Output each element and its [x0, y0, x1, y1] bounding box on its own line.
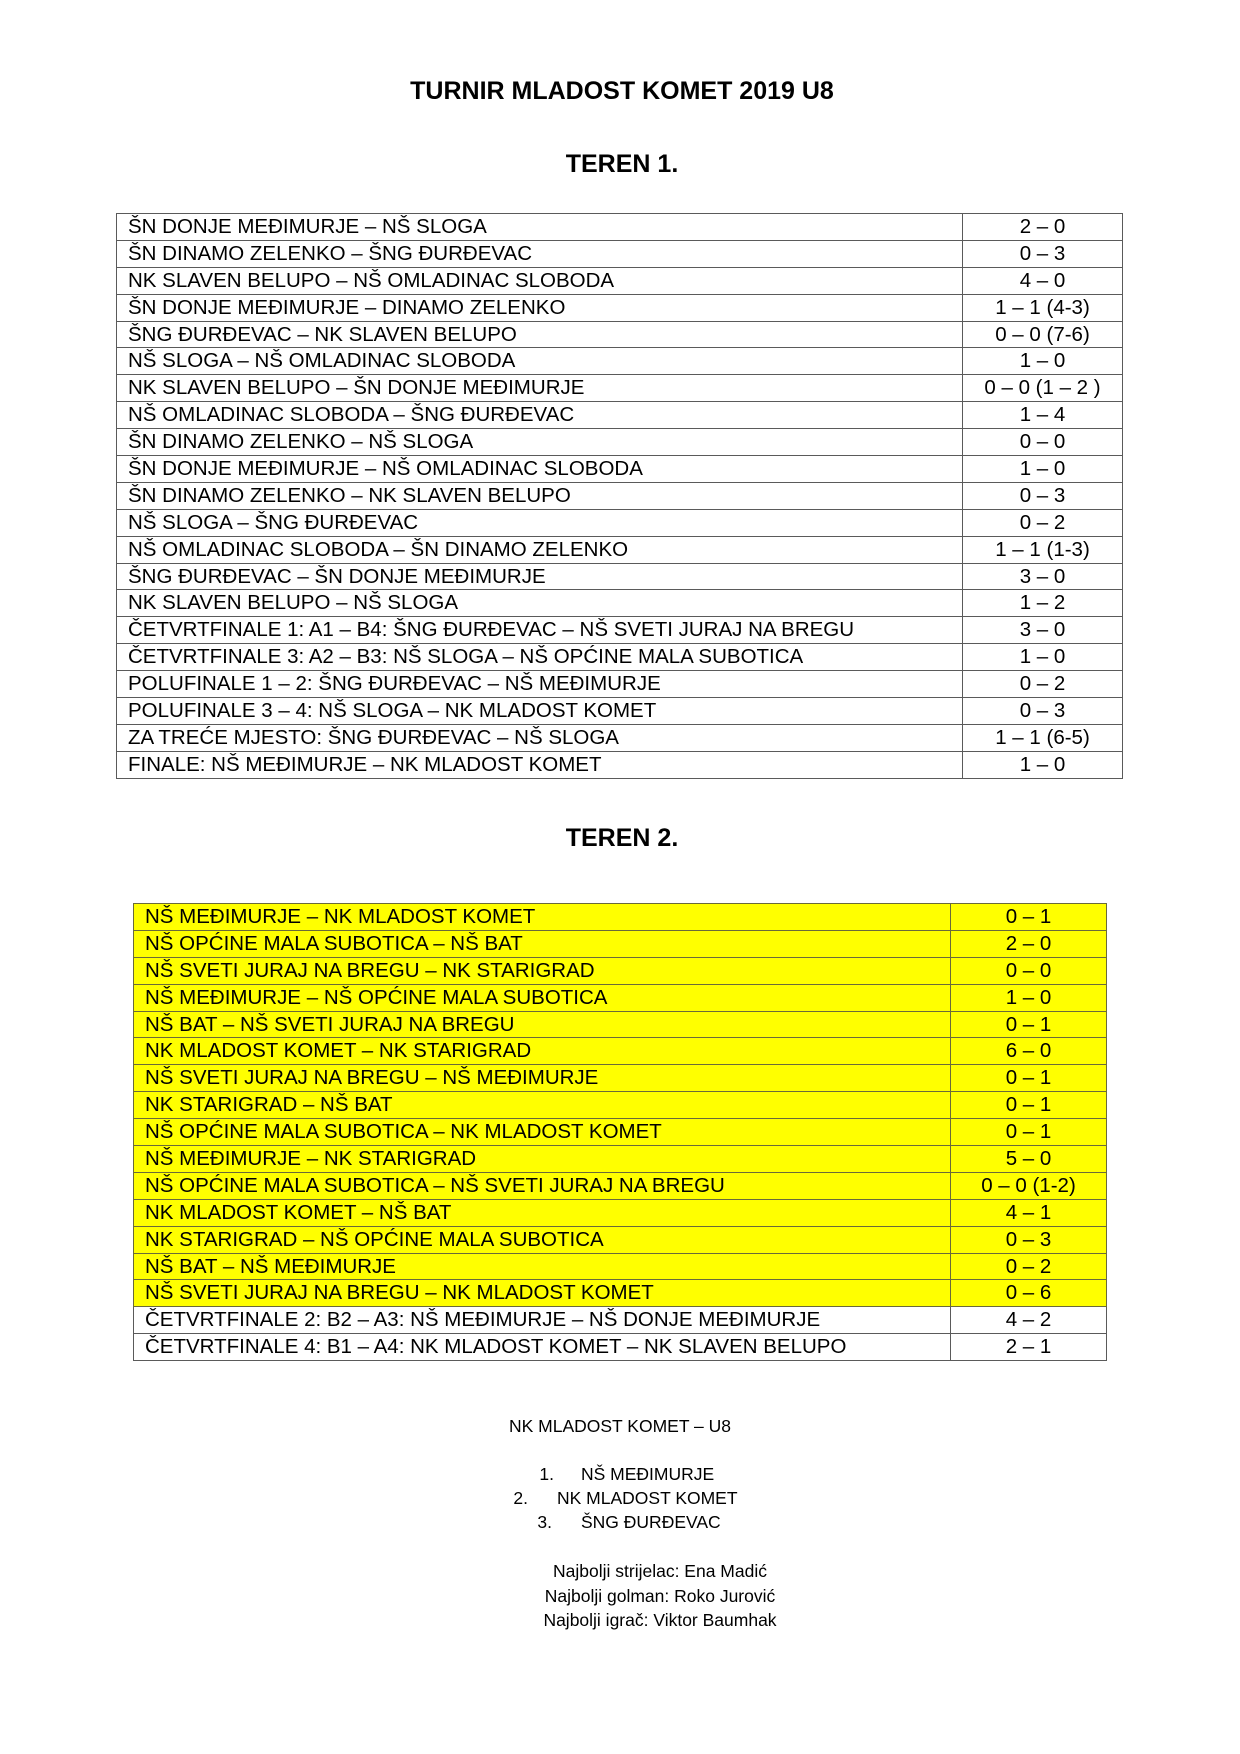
match-teams: ČETVRTFINALE 3: A2 – B3: NŠ SLOGA – NŠ OPĆINE MALA SUBOTICA: [117, 644, 963, 671]
match-score: 2 – 0: [951, 930, 1107, 957]
match-row: [134, 1172, 1107, 1199]
match-teams: ŠN DONJE MEĐIMURJE – NŠ OMLADINAC SLOBODA: [117, 456, 963, 483]
match-score: 2 – 0: [963, 214, 1123, 241]
match-score: 0 – 3: [951, 1226, 1107, 1253]
match-row: [117, 456, 1123, 483]
match-teams: NK SLAVEN BELUPO – NŠ SLOGA: [117, 590, 963, 617]
match-teams: NŠ MEĐIMURJE – NK MLADOST KOMET: [134, 904, 951, 931]
ranking-place: 3.: [537, 1512, 552, 1532]
match-row: [134, 1334, 1107, 1361]
match-score: 4 – 1: [951, 1199, 1107, 1226]
match-row: [117, 751, 1123, 778]
match-teams: ŠNG ĐURĐEVAC – NK SLAVEN BELUPO: [117, 321, 963, 348]
match-score: 0 – 2: [951, 1253, 1107, 1280]
match-teams: ŠN DONJE MEĐIMURJE – DINAMO ZELENKO: [117, 294, 963, 321]
match-row: [117, 509, 1123, 536]
match-teams: NŠ OPĆINE MALA SUBOTICA – NŠ BAT: [134, 930, 951, 957]
match-teams: ZA TREĆE MJESTO: ŠNG ĐURĐEVAC – NŠ SLOGA: [117, 724, 963, 751]
match-score: 0 – 6: [951, 1280, 1107, 1307]
match-score: 0 – 1: [951, 1011, 1107, 1038]
match-teams: NŠ SVETI JURAJ NA BREGU – NK MLADOST KOMET: [134, 1280, 951, 1307]
match-row: [117, 671, 1123, 698]
match-score: 1 – 0: [963, 644, 1123, 671]
match-teams: NŠ OPĆINE MALA SUBOTICA – NK MLADOST KOMET: [134, 1119, 951, 1146]
match-teams: NŠ SVETI JURAJ NA BREGU – NK STARIGRAD: [134, 957, 951, 984]
match-score: 0 – 2: [963, 671, 1123, 698]
match-row: [134, 957, 1107, 984]
match-row: [117, 482, 1123, 509]
match-teams: NŠ OMLADINAC SLOBODA – ŠN DINAMO ZELENKO: [117, 536, 963, 563]
match-row: [134, 1253, 1107, 1280]
match-row: [117, 724, 1123, 751]
match-row: [117, 214, 1123, 241]
match-row: [134, 984, 1107, 1011]
match-score: 1 – 0: [963, 751, 1123, 778]
match-row: [117, 240, 1123, 267]
match-teams: NK MLADOST KOMET – NK STARIGRAD: [134, 1038, 951, 1065]
match-row: [117, 590, 1123, 617]
match-score: 1 – 1 (1-3): [963, 536, 1123, 563]
match-score: 0 – 3: [963, 482, 1123, 509]
ranking-team: ŠNG ĐURĐEVAC: [581, 1512, 721, 1532]
match-teams: NŠ SLOGA – ŠNG ĐURĐEVAC: [117, 509, 963, 536]
match-teams: NŠ MEĐIMURJE – NK STARIGRAD: [134, 1146, 951, 1173]
match-row: [117, 375, 1123, 402]
match-teams: NK STARIGRAD – NŠ BAT: [134, 1092, 951, 1119]
match-teams: ŠN DINAMO ZELENKO – ŠNG ĐURĐEVAC: [117, 240, 963, 267]
match-score: 0 – 0: [951, 957, 1107, 984]
match-score: 0 – 1: [951, 1065, 1107, 1092]
match-teams: NŠ OPĆINE MALA SUBOTICA – NŠ SVETI JURAJ NA BREGU: [134, 1172, 951, 1199]
match-teams: ŠN DINAMO ZELENKO – NK SLAVEN BELUPO: [117, 482, 963, 509]
match-teams: NK SLAVEN BELUPO – ŠN DONJE MEĐIMURJE: [117, 375, 963, 402]
match-teams: NŠ MEĐIMURJE – NŠ OPĆINE MALA SUBOTICA: [134, 984, 951, 1011]
match-score: 0 – 0 (7-6): [963, 321, 1123, 348]
match-score: 3 – 0: [963, 617, 1123, 644]
ranking-team: NŠ MEĐIMURJE: [581, 1464, 715, 1484]
match-teams: ČETVRTFINALE 1: A1 – B4: ŠNG ĐURĐEVAC – NŠ SVETI JURAJ NA BREGU: [117, 617, 963, 644]
award-best-goalkeeper: Najbolji golman: Roko Jurović: [544, 1585, 776, 1606]
match-score: 0 – 1: [951, 1092, 1107, 1119]
match-score: 0 – 0 (1-2): [951, 1172, 1107, 1199]
teren1-title: TEREN 1.: [565, 150, 679, 178]
match-row: [117, 563, 1123, 590]
match-score: 3 – 0: [963, 563, 1123, 590]
match-score: 0 – 1: [951, 1119, 1107, 1146]
match-score: 1 – 1 (6-5): [963, 724, 1123, 751]
match-teams: NŠ BAT – NŠ MEĐIMURJE: [134, 1253, 951, 1280]
match-score: 0 – 0: [963, 429, 1123, 456]
match-row: [117, 644, 1123, 671]
match-score: 2 – 1: [951, 1334, 1107, 1361]
ranking-team: NK MLADOST KOMET: [557, 1488, 738, 1508]
match-teams: ČETVRTFINALE 2: B2 – A3: NŠ MEĐIMURJE – NŠ DONJE MEĐIMURJE: [134, 1307, 951, 1334]
match-score: 1 – 1 (4-3): [963, 294, 1123, 321]
match-row: [117, 698, 1123, 725]
match-score: 5 – 0: [951, 1146, 1107, 1173]
match-score: 1 – 2: [963, 590, 1123, 617]
match-teams: POLUFINALE 3 – 4: NŠ SLOGA – NK MLADOST KOMET: [117, 698, 963, 725]
match-teams: NK STARIGRAD – NŠ OPĆINE MALA SUBOTICA: [134, 1226, 951, 1253]
match-row: [134, 1119, 1107, 1146]
ranking-place: 2.: [513, 1488, 528, 1508]
award-top-scorer: Najbolji strijelac: Ena Madić: [553, 1561, 767, 1581]
match-score: 4 – 0: [963, 267, 1123, 294]
match-row: [134, 930, 1107, 957]
ranking-place: 1.: [539, 1464, 554, 1484]
match-score: 4 – 2: [951, 1307, 1107, 1334]
match-score: 1 – 4: [963, 402, 1123, 429]
teren2-results-table: [133, 903, 1107, 1361]
match-row: [134, 1280, 1107, 1307]
match-row: [117, 536, 1123, 563]
match-score: 0 – 1: [951, 904, 1107, 931]
match-row: [134, 1011, 1107, 1038]
match-teams: ŠNG ĐURĐEVAC – ŠN DONJE MEĐIMURJE: [117, 563, 963, 590]
summary-title: NK MLADOST KOMET – U8: [508, 1416, 732, 1436]
match-score: 1 – 0: [951, 984, 1107, 1011]
teren1-results-table: [116, 213, 1123, 779]
match-teams: NK SLAVEN BELUPO – NŠ OMLADINAC SLOBODA: [117, 267, 963, 294]
match-row: [117, 617, 1123, 644]
match-score: 0 – 3: [963, 698, 1123, 725]
match-score: 0 – 2: [963, 509, 1123, 536]
match-score: 1 – 0: [963, 348, 1123, 375]
match-teams: NŠ BAT – NŠ SVETI JURAJ NA BREGU: [134, 1011, 951, 1038]
teren2-title: TEREN 2.: [565, 824, 679, 852]
match-row: [134, 1146, 1107, 1173]
match-teams: ŠN DONJE MEĐIMURJE – NŠ SLOGA: [117, 214, 963, 241]
match-teams: NŠ SVETI JURAJ NA BREGU – NŠ MEĐIMURJE: [134, 1065, 951, 1092]
match-score: 0 – 3: [963, 240, 1123, 267]
match-teams: NŠ SLOGA – NŠ OMLADINAC SLOBODA: [117, 348, 963, 375]
match-row: [117, 348, 1123, 375]
match-row: [134, 1226, 1107, 1253]
match-teams: ŠN DINAMO ZELENKO – NŠ SLOGA: [117, 429, 963, 456]
match-score: 6 – 0: [951, 1038, 1107, 1065]
match-row: [134, 1038, 1107, 1065]
match-row: [134, 1092, 1107, 1119]
match-row: [117, 429, 1123, 456]
match-row: [134, 1199, 1107, 1226]
match-score: 0 – 0 (1 – 2 ): [963, 375, 1123, 402]
match-row: [117, 402, 1123, 429]
match-teams: NK MLADOST KOMET – NŠ BAT: [134, 1199, 951, 1226]
match-row: [117, 267, 1123, 294]
match-teams: FINALE: NŠ MEĐIMURJE – NK MLADOST KOMET: [117, 751, 963, 778]
document-title: TURNIR MLADOST KOMET 2019 U8: [410, 77, 834, 105]
match-row: [134, 1065, 1107, 1092]
match-score: 1 – 0: [963, 456, 1123, 483]
match-teams: ČETVRTFINALE 4: B1 – A4: NK MLADOST KOMET – NK SLAVEN BELUPO: [134, 1334, 951, 1361]
match-row: [117, 294, 1123, 321]
match-row: [134, 1307, 1107, 1334]
match-row: [134, 904, 1107, 931]
awards: [0, 1559, 1240, 1633]
match-teams: POLUFINALE 1 – 2: ŠNG ĐURĐEVAC – NŠ MEĐIMURJE: [117, 671, 963, 698]
award-best-player: Najbolji igrač: Viktor Baumhak: [543, 1610, 777, 1630]
match-teams: NŠ OMLADINAC SLOBODA – ŠNG ĐURĐEVAC: [117, 402, 963, 429]
match-row: [117, 321, 1123, 348]
